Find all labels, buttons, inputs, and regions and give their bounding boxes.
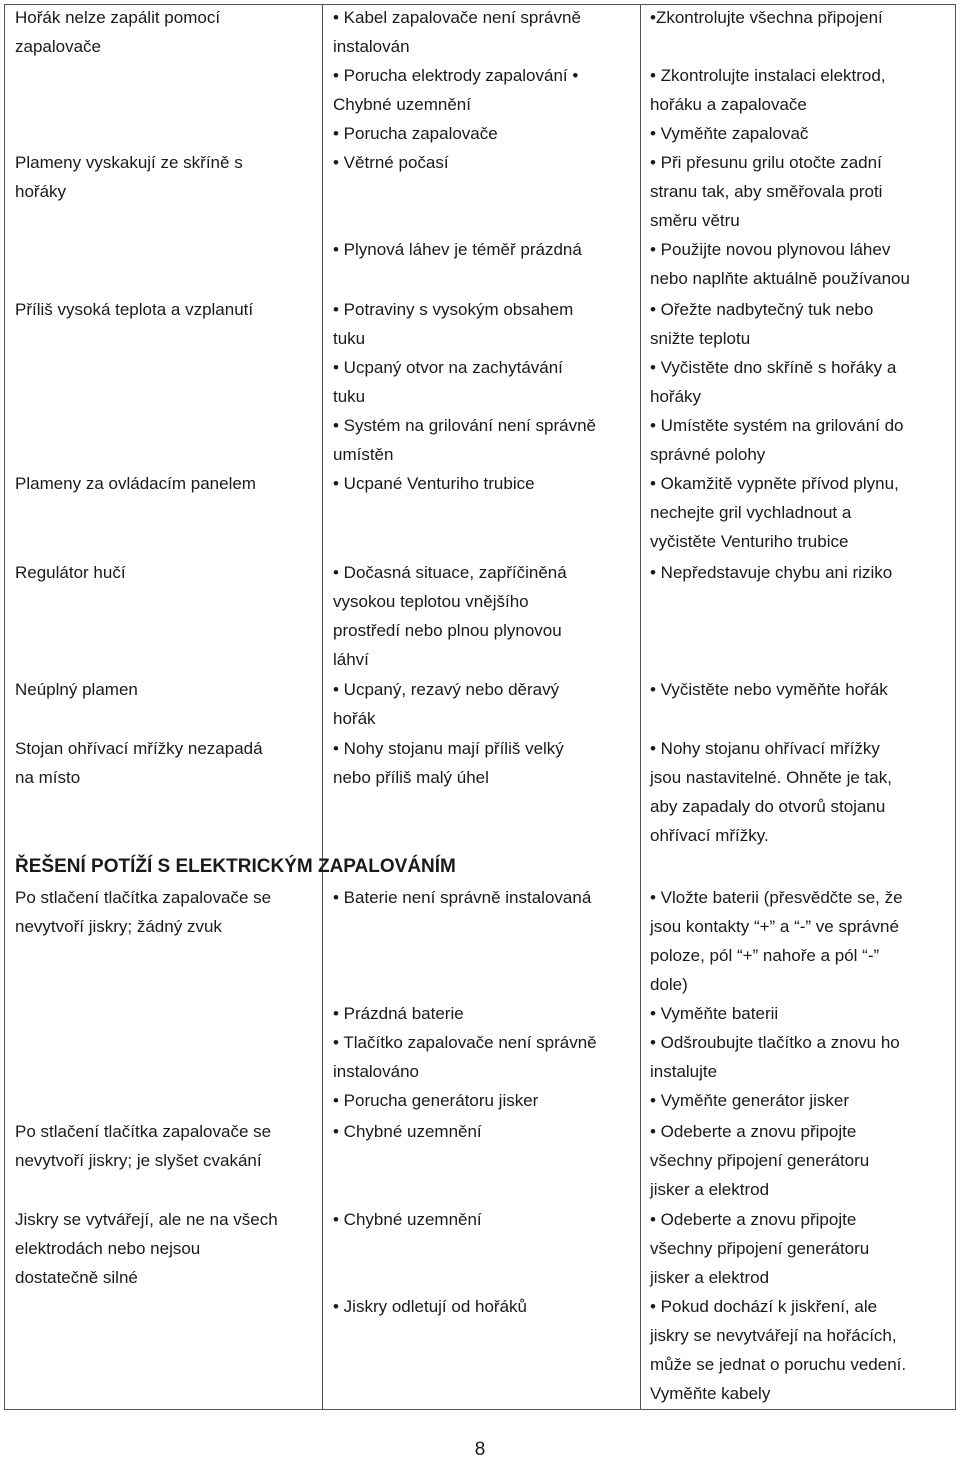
cause-text: • Tlačítko zapalovače není správně — [333, 1033, 597, 1052]
column-divider-1 — [322, 5, 323, 1409]
cause-text: • Systém na grilování není správně — [333, 416, 596, 435]
solution-text: • Vyčistěte dno skříně s hořáky a — [650, 358, 897, 377]
problem-text: Regulátor hučí — [15, 563, 126, 582]
cause-text: • Nohy stojanu mají příliš velký — [333, 739, 564, 758]
solution-text: jiskry se nevytvářejí na hořácích, — [650, 1326, 897, 1345]
solution-text: vyčistěte Venturiho trubice — [650, 532, 849, 551]
solution-text: instalujte — [650, 1062, 718, 1081]
solution-text: • Vložte baterii (přesvědčte se, že — [650, 888, 903, 907]
solution-text: • Nohy stojanu ohřívací mřížky — [650, 739, 880, 758]
problem-text: Po stlačení tlačítka zapalovače se — [15, 888, 272, 907]
cause-text: • Ucpaný, rezavý nebo děravý — [333, 680, 560, 699]
solution-text: aby zapadaly do otvorů stojanu — [650, 797, 886, 816]
problem-text: Plameny vyskakují ze skříně s — [15, 153, 243, 172]
problem-text: Plameny za ovládacím panelem — [15, 474, 256, 493]
problem-text: Stojan ohřívací mřížky nezapadá — [15, 739, 263, 758]
problem-text: Neúplný plamen — [15, 680, 138, 699]
solution-text: • Nepředstavuje chybu ani riziko — [650, 563, 893, 582]
solution-text: • Odeberte a znovu připojte — [650, 1210, 857, 1229]
cause-text: instalován — [333, 37, 410, 56]
solution-text: všechny připojení generátoru — [650, 1151, 870, 1170]
cause-text: tuku — [333, 329, 366, 348]
cause-text: hořák — [333, 709, 376, 728]
problem-text: zapalovače — [15, 37, 102, 56]
solution-text: stranu tak, aby směřovala proti — [650, 182, 883, 201]
cause-text: • Potraviny s vysokým obsahem — [333, 300, 574, 319]
problem-text: hořáky — [15, 182, 67, 201]
problem-text: Hořák nelze zapálit pomocí — [15, 8, 221, 27]
cause-text: • Jiskry odletují od hořáků — [333, 1297, 527, 1316]
solution-text: • Umístěte systém na grilování do — [650, 416, 904, 435]
problem-text: nevytvoří jiskry; je slyšet cvakání — [15, 1151, 262, 1170]
solution-text: poloze, pól “+” nahoře a pól “-” — [650, 946, 880, 965]
solution-text: • Pokud dochází k jiskření, ale — [650, 1297, 878, 1316]
solution-text: všechny připojení generátoru — [650, 1239, 870, 1258]
problem-text: nevytvoří jiskry; žádný zvuk — [15, 917, 222, 936]
section-heading: ŘEŠENÍ POTÍŽÍ S ELEKTRICKÝM ZAPALOVÁNÍM — [15, 856, 456, 877]
solution-text: nechejte gril vychladnout a — [650, 503, 852, 522]
cause-text: • Porucha zapalovače — [333, 124, 498, 143]
solution-text: nebo naplňte aktuálně používanou — [650, 269, 910, 288]
problem-text: dostatečně silné — [15, 1268, 138, 1287]
solution-text: • Vyměňte zapalovač — [650, 124, 809, 143]
solution-text: může se jednat o poruchu vedení. — [650, 1355, 907, 1374]
solution-text: • Vyměňte baterii — [650, 1004, 779, 1023]
cause-text: • Baterie není správně instalovaná — [333, 888, 592, 907]
cause-text: • Ucpaný otvor na zachytávání — [333, 358, 563, 377]
cause-text: • Chybné uzemnění — [333, 1210, 482, 1229]
solution-text: hořáku a zapalovače — [650, 95, 807, 114]
cause-text: • Prázdná baterie — [333, 1004, 464, 1023]
cause-text: • Ucpané Venturiho trubice — [333, 474, 535, 493]
problem-text: na místo — [15, 768, 81, 787]
cause-text: prostředí nebo plnou plynovou — [333, 621, 562, 640]
solution-text: • Použijte novou plynovou láhev — [650, 240, 891, 259]
solution-text: Vyměňte kabely — [650, 1384, 771, 1403]
cause-text: • Porucha elektrody zapalování • — [333, 66, 579, 85]
cause-text: Chybné uzemnění — [333, 95, 471, 114]
cause-text: • Větrné počasí — [333, 153, 449, 172]
solution-text: •Zkontrolujte všechna připojení — [650, 8, 883, 27]
problem-text: elektrodách nebo nejsou — [15, 1239, 201, 1258]
column-divider-2 — [640, 5, 641, 1409]
solution-text: • Odšroubujte tlačítko a znovu ho — [650, 1033, 900, 1052]
cause-text: umístěn — [333, 445, 394, 464]
page-number: 8 — [474, 1439, 486, 1460]
solution-text: • Odeberte a znovu připojte — [650, 1122, 857, 1141]
problem-text: Po stlačení tlačítka zapalovače se — [15, 1122, 272, 1141]
solution-text: • Při přesunu grilu otočte zadní — [650, 153, 882, 172]
solution-text: jisker a elektrod — [650, 1268, 770, 1287]
solution-text: hořáky — [650, 387, 702, 406]
problem-text: Příliš vysoká teplota a vzplanutí — [15, 300, 254, 319]
solution-text: snižte teplotu — [650, 329, 751, 348]
solution-text: • Vyměňte generátor jisker — [650, 1091, 850, 1110]
cause-text: • Porucha generátoru jisker — [333, 1091, 539, 1110]
solution-text: • Ořežte nadbytečný tuk nebo — [650, 300, 874, 319]
problem-text: Jiskry se vytvářejí, ale ne na všech — [15, 1210, 278, 1229]
cause-text: nebo příliš malý úhel — [333, 768, 489, 787]
solution-text: • Vyčistěte nebo vyměňte hořák — [650, 680, 888, 699]
solution-text: jsou nastavitelné. Ohněte je tak, — [650, 768, 892, 787]
cause-text: vysokou teplotou vnějšího — [333, 592, 529, 611]
cause-text: tuku — [333, 387, 366, 406]
cause-text: • Chybné uzemnění — [333, 1122, 482, 1141]
solution-text: • Okamžitě vypněte přívod plynu, — [650, 474, 899, 493]
solution-text: směru větru — [650, 211, 740, 230]
cause-text: • Dočasná situace, zapříčiněná — [333, 563, 567, 582]
solution-text: ohřívací mřížky. — [650, 826, 769, 845]
solution-text: dole) — [650, 975, 688, 994]
cause-text: láhví — [333, 650, 369, 669]
solution-text: jisker a elektrod — [650, 1180, 770, 1199]
cause-text: • Kabel zapalovače není správně — [333, 8, 581, 27]
solution-text: • Zkontrolujte instalaci elektrod, — [650, 66, 886, 85]
troubleshooting-table — [4, 4, 956, 1410]
solution-text: jsou kontakty “+” a “-” ve správné — [650, 917, 899, 936]
cause-text: instalováno — [333, 1062, 420, 1081]
cause-text: • Plynová láhev je téměř prázdná — [333, 240, 582, 259]
solution-text: správné polohy — [650, 445, 766, 464]
